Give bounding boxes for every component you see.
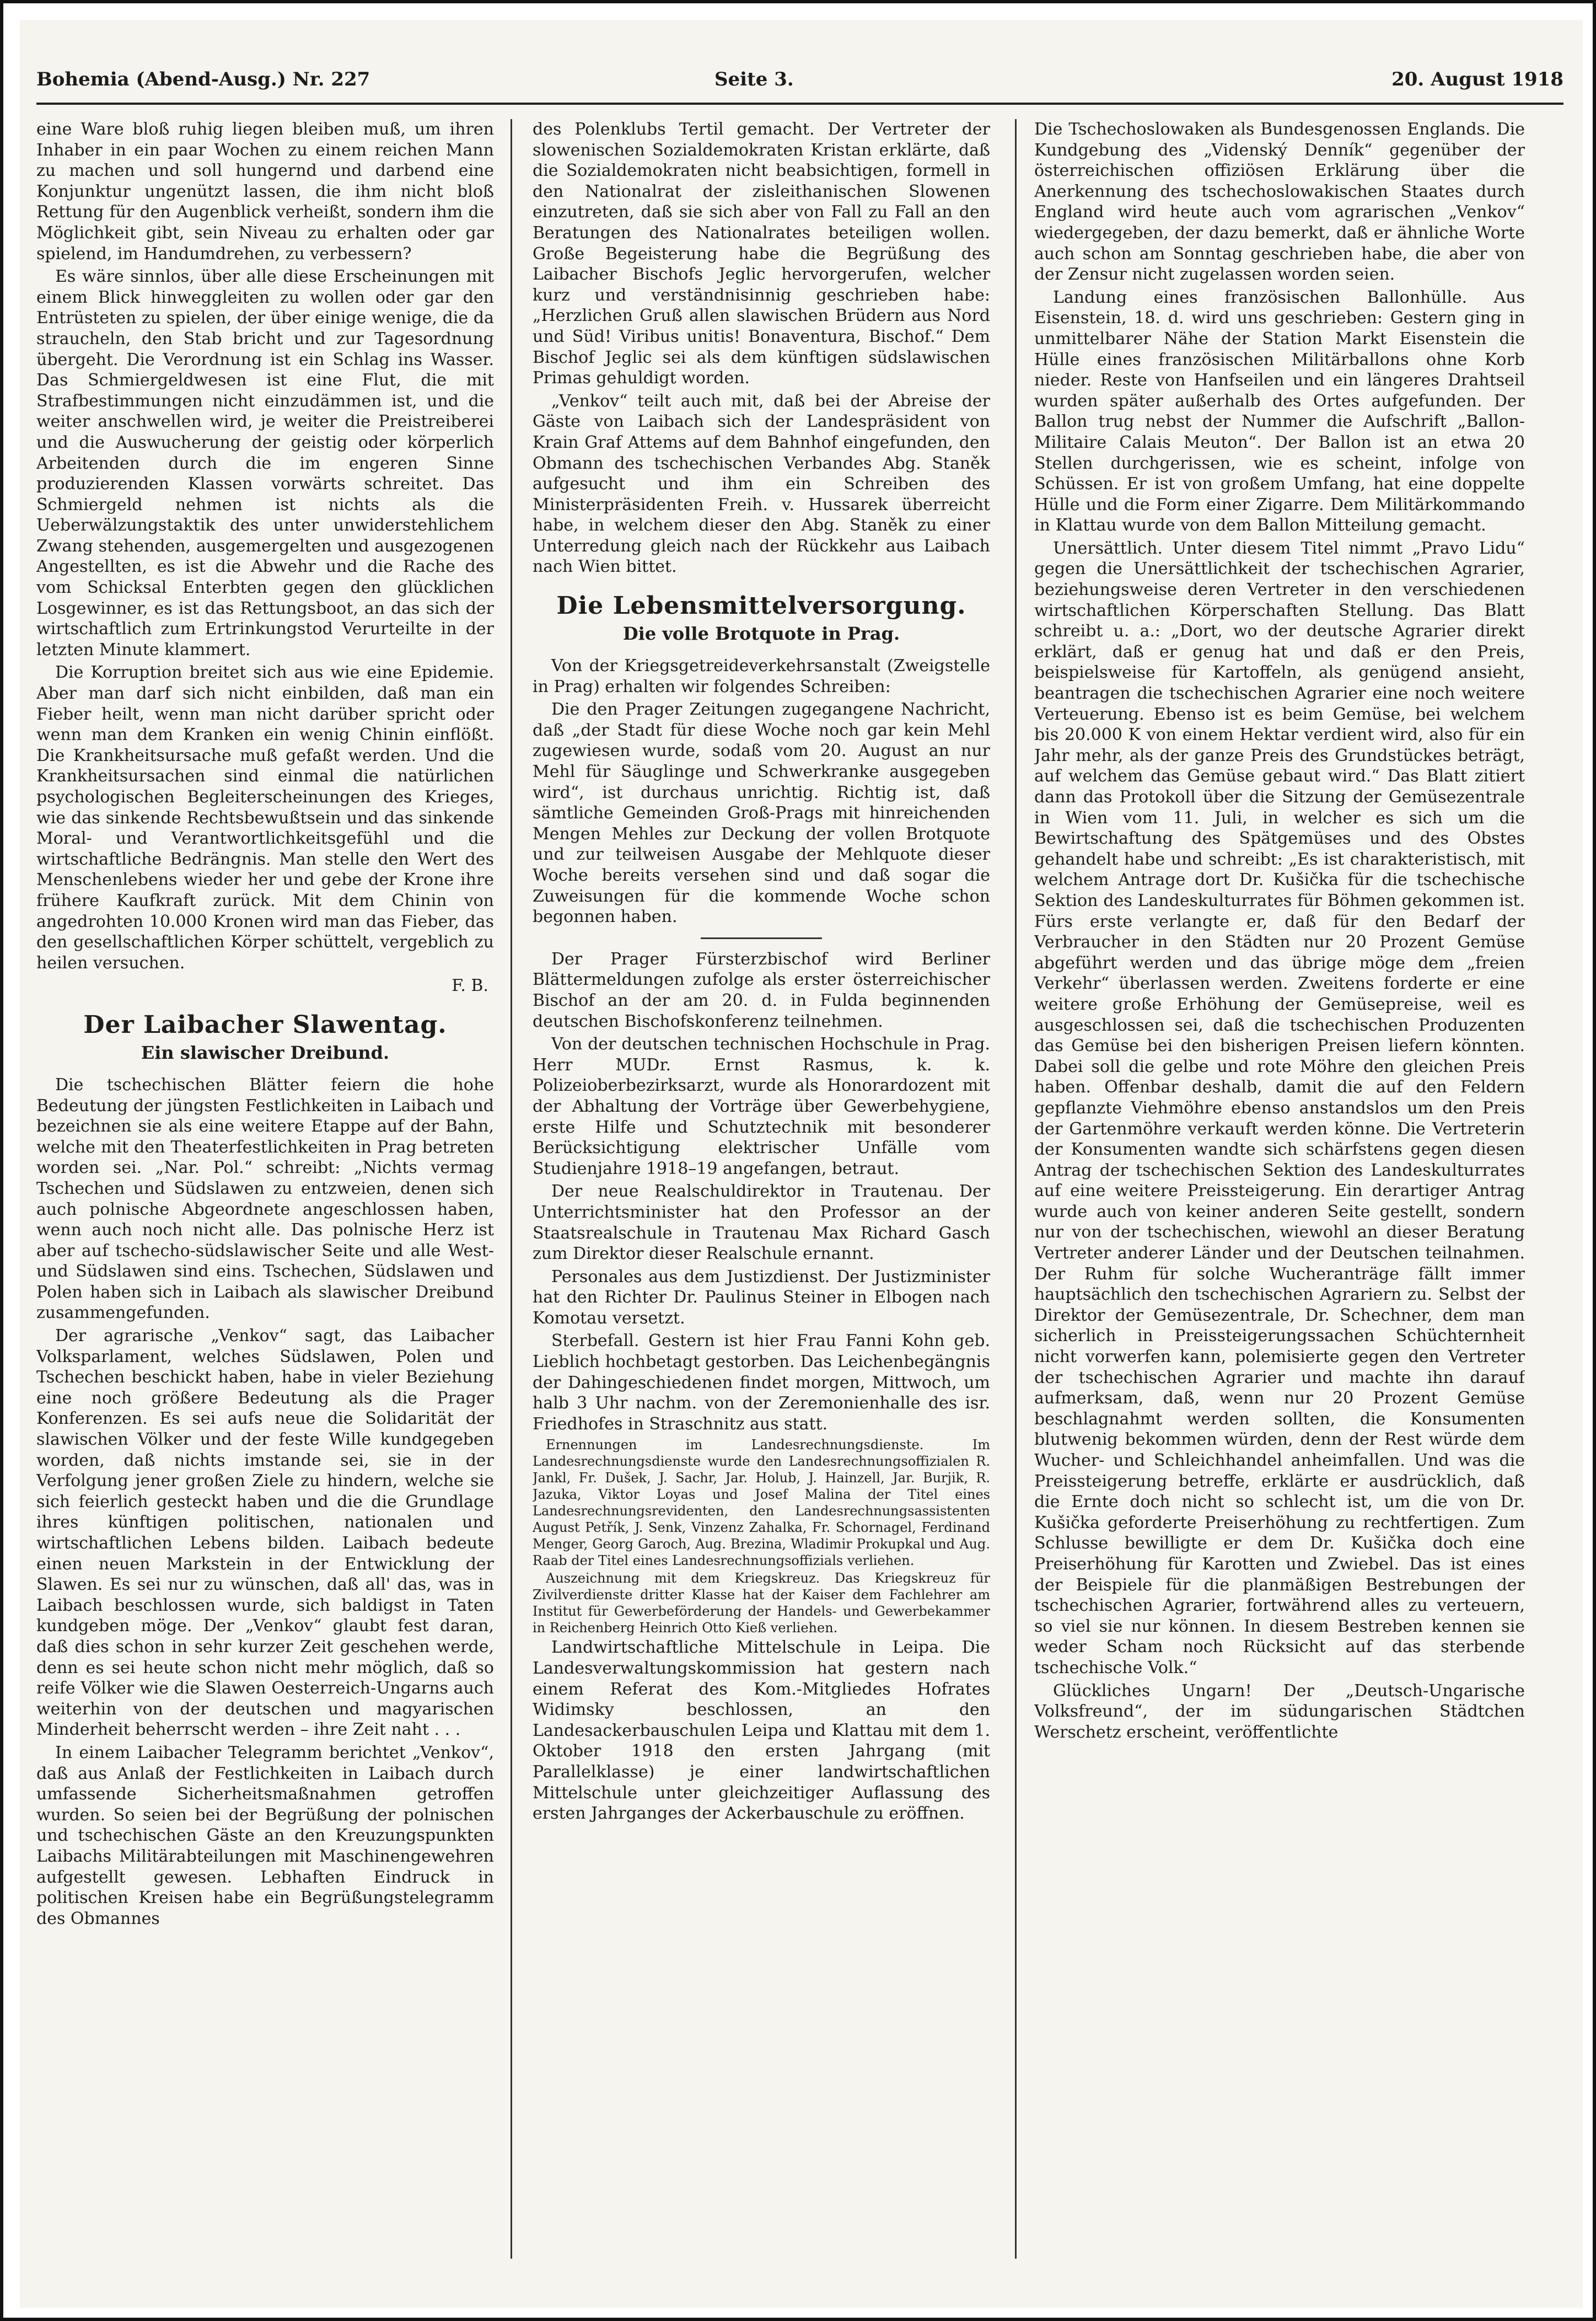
article-headline: Der Laibacher Slawentag. (83, 1010, 447, 1039)
article-text: „Venkov“ teilt auch mit, daß bei der Abreise der Gäste von Laibach sich der Landespräsident von Krain Graf Attems auf dem Bahnhof eingefunden, den Obmann des tschechischen Verbandes Abg. Staněk aufgesucht und ihm ein Schreiben des Ministerpräsidenten Freih. v. Hussarek überreicht habe, in welchem dieser den Abg. Staněk zu einer Unterredung gleich nach der Rückkehr aus Laibach nach Wien bittet. (533, 391, 990, 577)
article-text: Es wäre sinnlos, über alle diese Erscheinungen mit einem Blick hinweggleiten zu wollen oder gar den Entrüsteten zu spielen, der über einige wenige, die da straucheln, den Stab bricht und zur Tagesordnung übergeht. Die Verordnung ist ein Schlag ins Wasser. Das Schmiergeldwesen ist eine Flut, die mit Strafbestimmungen nicht einzudämmen ist, und die weiter anschwellen wird, je weiter die Preistreiberei und die Auswucherung der geistig oder körperlich Arbeitenden durch die im engeren Sinne produzierenden Klassen vorwärts schreitet. Das Schmiergeld nehmen ist nichts als die Ueberwälzungstaktik des unter unwiderstehlichem Zwang stehenden, ausgemergelten und ausgezogenen Angestellten, es ist die Abwehr und die Rache des vom Schicksal Enterbten gegen den glücklichen Losgewinner, es ist das Rettungsboot, an das sich der wirtschaftlich zum Ertrinkungstod Verurteilte in der letzten Minute klammert. (36, 267, 494, 660)
masthead-issue: Bohemia (Abend-Ausg.) Nr. 227 (36, 68, 370, 90)
news-item: Der Prager Fürsterzbischof wird Berliner Blättermeldungen zufolge als erster österreichischer Bischof an der am 20. d. in Fulda beginnenden deutschen Bischofskonferenz teilnehmen. (533, 949, 990, 1031)
news-item: Landwirtschaftliche Mittelschule in Leipa. Die Landesverwaltungskommission hat gestern nach einem Referat des Kom.-Mitgliedes Hofrates Widimsky beschlossen, an den Landesackerbauschulen Leipa und Klattau mit dem 1. Oktober 1918 den ersten Jahrgang (mit Parallelklasse) je einer landwirtschaftlichen Mittelschule unter gleichzeitiger Auflassung des ersten Jahrganges der Ackerbauschule zu eröffnen. (533, 1638, 990, 1824)
section-divider (701, 937, 822, 939)
article-text: Der agrarische „Venkov“ sagt, das Laibacher Volksparlament, welches Südslawen, Polen und Tschechen beschickt haben, habe in vieler Beziehung eine noch größere Bedeutung als die Prager Konferenzen. Es sei aufs neue die Solidarität der slawischen Völker und der feste Wille kundgegeben worden, daß nichts imstande sei, sie in der Verfolgung jener großen Ziele zu hindern, welche sie sich feierlich gesteckt haben und die die Grundlage ihres künftigen politischen, nationalen und wirtschaftlichen Lebens bilden. Laibach bedeute einen neuen Markstein in der Entwicklung der Slawen. Es sei nur zu wünschen, daß all' das, was in Laibach beschlossen wurde, sich baldigst in Taten kundgeben möge. Der „Venkov“ glaubt fest daran, daß dies schon in sehr kurzer Zeit geschehen werde, denn es sei heute schon nicht mehr möglich, daß so reife Völker wie die Slawen Oesterreich-Ungarns auch weiterhin von der deutschen und magyarischen Minderheit beherrscht werden – ihre Zeit naht . . . (36, 1326, 494, 1740)
news-item: Personales aus dem Justizdienst. Der Justizminister hat den Richter Dr. Paulinus Steiner in Elbogen nach Komotau versetzt. (533, 1267, 990, 1328)
news-item: Von der deutschen technischen Hochschule in Prag. Herr MUDr. Ernst Rasmus, k. k. Polizeioberbezirksarzt, wurde als Honorardozent mit der Abhaltung der Vorträge über Gewerbehygiene, erste Hilfe und Schutztechnik mit besonderer Berücksichtigung elektrischer Unfälle vom Studienjahre 1918–19 angefangen, betraut. (533, 1034, 990, 1178)
notice-item: Auszeichnung mit dem Kriegskreuz. Das Kriegskreuz für Zivilverdienste dritter Klasse hat der Kaiser dem Fachlehrer am Institut für Gewerbeförderung der Handels- und Gewerbekammer in Reichenberg Heinrich Otto Kieß verliehen. (533, 1570, 990, 1636)
news-item: Sterbefall. Gestern ist hier Frau Fanni Kohn geb. Lieblich hochbetagt gestorben. Das Leichenbegängnis der Dahingeschiedenen findet morgen, Mittwoch, um halb 3 Uhr nachm. von der Zeremonienhalle des isr. Friedhofes in Straschnitz aus statt. (533, 1331, 990, 1434)
news-item: Der neue Realschuldirektor in Trautenau. Der Unterrichtsminister hat den Professor an der Staatsrealschule in Trautenau Max Richard Gasch zum Direktor dieser Realschule ernannt. (533, 1182, 990, 1264)
article-text: des Polenklubs Tertil gemacht. Der Vertreter der slowenischen Sozialdemokraten Kristan erklärte, daß die Sozialdemokraten nicht beabsichtigen, formell in den Nationalrat der zisleithanischen Slowenen einzutreten, daß sie sich aber von Fall zu Fall an den Beratungen des Nationalrates beteiligen wollen. Große Begeisterung habe die Begrüßung des Laibacher Bischofs Jeglic hervorgerufen, welcher kurz und verständnisinnig geschrieben habe: „Herzlichen Gruß allen slawischen Brüdern aus Nord und Süd! Viribus unitis! Bonaventura, Bischof.“ Dem Bischof Jeglic sei als dem künftigen südslawischen Primas gehuldigt worden. (533, 120, 990, 388)
issue-date: 20. August 1918 (1391, 68, 1563, 90)
news-item: Die Tschechoslowaken als Bundesgenossen Englands. Die Kundgebung des „Videnský Denník“ gegenüber der österreichischen offiziösen Erklärung über die Anerkennung des tschechoslowakischen Staates durch England wird heute auch vom agrarischen „Venkov“ wiedergegeben, der dazu bemerkt, daß er ähnliche Worte auch schon am Sonntag geschrieben habe, die aber von der Zensur nicht zugelassen worden seien. (1034, 120, 1525, 285)
column-2 (533, 119, 990, 2259)
column-1 (36, 119, 494, 2259)
article-text: Die Korruption breitet sich aus wie eine Epidemie. Aber man darf sich nicht einbilden, daß man ein Fieber heilt, wenn man nicht darüber spricht oder wenn man dem Kranken ein wenig Chinin einflößt. Die Krankheitsursache muß gefaßt werden. Und die Krankheitsursachen sind einmal die natürlichen psychologischen Begleiterscheinungen des Krieges, wie das sinkende Rechtsbewußtsein und das sinkende Moral- und Verantwortlichkeitsgefühl und die wirtschaftliche Bedrängnis. Man stelle den Wert des Menschenlebens wieder her und gebe der Krone ihre frühere Kaufkraft zurück. Mit dem Chinin von angedrohten 10.000 Kronen wird man das Fieber, das den gesellschaftlichen Körper schüttelt, vergeblich zu heilen versuchen. (36, 663, 494, 973)
article-text: eine Ware bloß ruhig liegen bleiben muß, um ihren Inhaber in ein paar Wochen zu einem reichen Mann zu machen und soll hungernd und darbend eine Konjunktur ungenützt lassen, die ihm nicht bloß Rettung für den Augenblick verheißt, sondern ihm die Möglichkeit gibt, sein Niveau zu erhalten oder gar spielend, im Handumdrehen, zu verbessern? (36, 120, 494, 264)
article-headline: Die Lebensmittelversorgung. (556, 592, 966, 620)
header-rule (36, 103, 1563, 105)
small-print-notices (533, 1436, 990, 1636)
column-rule-1 (510, 119, 512, 2259)
article-text: Die tschechischen Blätter feiern die hohe Bedeutung der jüngsten Festlichkeiten in Laibach und bezeichnen sie als eine weitere Etappe auf der Bahn, welche mit den Theaterfestlichkeiten in Prag betreten worden sei. „Nar. Pol.“ schreibt: „Nichts vermag Tschechen und Südslawen zu entzweien, denen sich auch polnische Abgeordnete angeschlossen haben, wenn auch noch nicht alle. Das polnische Herz ist aber auf tschecho-südslawischer Seite und alle West- und Südslawen sind eins. Tschechen, Südslawen und Polen haben sich in Laibach als slawischer Dreibund zusammengefunden. (36, 1075, 494, 1323)
article-text: Von der Kriegsgetreideverkehrsanstalt (Zweigstelle in Prag) erhalten wir folgendes Schreiben: (533, 656, 990, 696)
page-header (36, 68, 1563, 100)
article-subheadline: Die volle Brotquote in Prag. (622, 623, 900, 645)
article-text: Die den Prager Zeitungen zugegangene Nachricht, daß „der Stadt für diese Woche noch gar kein Mehl zugewiesen wurde, sodaß vom 20. August an nur Mehl für Säuglinge und Schwerkranke ausgegeben wird“, ist durchaus unrichtig. Richtig ist, daß sämtliche Gemeinden Groß-Prags mit hinreichenden Mengen Mehles zur Deckung der vollen Brotquote und zur teilweisen Ausgabe der Mehlquote dieser Woche bereits versehen sind und daß sogar die Zuweisungen für die kommende Woche schon begonnen haben. (533, 700, 990, 927)
article-subheadline: Ein slawischer Dreibund. (141, 1042, 390, 1063)
news-item: Unersättlich. Unter diesem Titel nimmt „Pravo Lidu“ gegen die Unersättlichkeit der tschechischen Agrarier, beziehungsweise deren Vertreter in den verschiedenen wirtschaftlichen Körperschaften Stellung. Das Blatt schreibt u. a.: „Dort, wo der deutsche Agrarier direkt erklärt, daß er genug hat und daß er den Preis, beispielsweise für Kartoffeln, als genügend ansieht, beantragen die tschechischen Agrarier eine noch weitere Verteuerung. Ebenso ist es beim Gemüse, bei welchem bis 20.000 K von einem Hektar verdient wird, also für ein Jahr mehr, als der ganze Preis des Grundstückes beträgt, auf welchem das Gemüse gebaut wird.“ Das Blatt zitiert dann das Protokoll über die Sitzung der Gemüsezentrale in Wien vom 11. Juli, in welcher es sich um die Bewirtschaftung des Spätgemüses und des Obstes gehandelt habe und schreibt: „Es ist charakteristisch, mit welchem Antrage dort Dr. Kušička für die tschechische Sektion des Landeskulturrates für Böhmen gekommen ist. Fürs erste verlangte er, daß für den Bedarf der Verbraucher in den Städten nur 20 Prozent Gemüse abgeführt werden und das übrige möge dem „freien Verkehr“ überlassen werden. Zweitens forderte er eine weitere große Erhöhung der Gemüsepreise, weil es ausgeschlossen sei, daß die tschechischen Produzenten das Gemüse bei den bisherigen Preisen liefern könnten. Dabei soll die gelbe und rote Möhre den gleichen Preis haben. Offenbar deshalb, damit die auf den Feldern gepflanzte Viehmöhre ebenso anstandslos um den Preis der Gartenmöhre verkauft werden könne. Die Vertreterin der Konsumenten wandte sich schärfstens gegen diesen Antrag der tschechischen Sektion des Landeskulturrates auf eine weitere Preissteigerung. Ein derartiger Antrag wurde auch von keiner anderen Seite gestellt, sondern nur von der tschechischen, wiewohl an dieser Beratung Vertreter anderer Länder und der Deutschen teilnahmen. Der Ruhm für solche Wucheranträge fällt immer hauptsächlich den tschechischen Agrariern zu. Selbst der Direktor der Gemüsezentrale, Dr. Schechner, dem man sicherlich in Preissteigerungssachen Schüchternheit nicht vorwerfen kann, polemisierte gegen den Vertreter der tschechischen Agrarier und machte ihn darauf aufmerksam, daß, wenn nur 20 Prozent Gemüse beschlagnahmt werden sollten, die Konsumenten blutwenig bekommen würden, denn der Rest würde dem Wucher- und Schleichhandel anheimfallen. Und was die Preissteigerung betreffe, erklärte er ausdrücklich, daß die Ernte doch nicht so schlecht ist, um die von Dr. Kušička geforderte Preiserhöhung zu rechtfertigen. Zum Schlusse bewilligte er dem Dr. Kušička doch eine Preiserhöhung für Karotten und Zwiebel. Das ist eines der Beispiele für die planmäßigen Bestrebungen der tschechischen Agrarier, fortwährend alles zu verteuern, so viel sie nur können. In diesem Bestreben kennen sie weder Scham noch Rücksicht auf das sterbende tschechische Volk.“ (1034, 538, 1525, 1677)
news-item: Landung eines französischen Ballonhülle. Aus Eisenstein, 18. d. wird uns geschrieben: Gestern ging in unmittelbarer Nähe der Station Markt Eisenstein die Hülle eines französischen Militärballons ohne Korb nieder. Reste von Hanfseilen und ein längeres Drahtseil wurden später außerhalb des Ortes aufgefunden. Der Ballon trug nebst der Nummer die Aufschrift „Ballon-Militaire Calais Meuton“. Der Ballon ist an etwa 20 Stellen durchgerissen, wie es scheint, infolge von Schüssen. Er ist von großem Umfang, hat eine doppelte Hülle und die Form einer Zigarre. Dem Militärkommando in Klattau wurde von dem Ballon Mitteilung gemacht. (1034, 287, 1525, 535)
author-signature: F. B. (452, 976, 488, 996)
page-number: Seite 3. (714, 68, 794, 90)
newspaper-page (20, 20, 1583, 2308)
article-text: In einem Laibacher Telegramm berichtet „Venkov“, daß aus Anlaß der Festlichkeiten in Laibach durch umfassende Sicherheitsmaßnahmen getroffen wurden. So seien bei der Begrüßung der polnischen und tschechischen Gäste an den Kreuzungspunkten Laibachs Militärabteilungen mit Maschinengewehren aufgestellt gewesen. Lebhaften Eindruck in politischen Kreisen habe ein Begrüßungstelegramm des Obmannes (36, 1743, 494, 1928)
news-item: Glückliches Ungarn! Der „Deutsch-Ungarische Volksfreund“, der im südungarischen Städtchen Werschetz erscheint, veröffentlichte (1034, 1681, 1525, 1742)
notice-item: Ernennungen im Landesrechnungsdienste. Im Landesrechnungsdienste wurde den Landesrechnungsoffizialen R. Jankl, Fr. Dušek, J. Sachr, Jar. Holub, J. Hainzell, Jar. Burjik, R. Jazuka, Viktor Loyas und Josef Malina der Titel eines Landesrechnungsrevidenten, den Landesrechnungsassistenten August Petřík, J. Senk, Vinzenz Zahalka, Fr. Schornagel, Ferdinand Menger, Georg Garoch, Aug. Brezina, Wladimir Prokupkal und Aug. Raab der Titel eines Landesrechnungsoffizials verliehen. (533, 1437, 990, 1569)
column-3 (1034, 119, 1525, 2259)
column-rule-2 (1015, 119, 1017, 2259)
